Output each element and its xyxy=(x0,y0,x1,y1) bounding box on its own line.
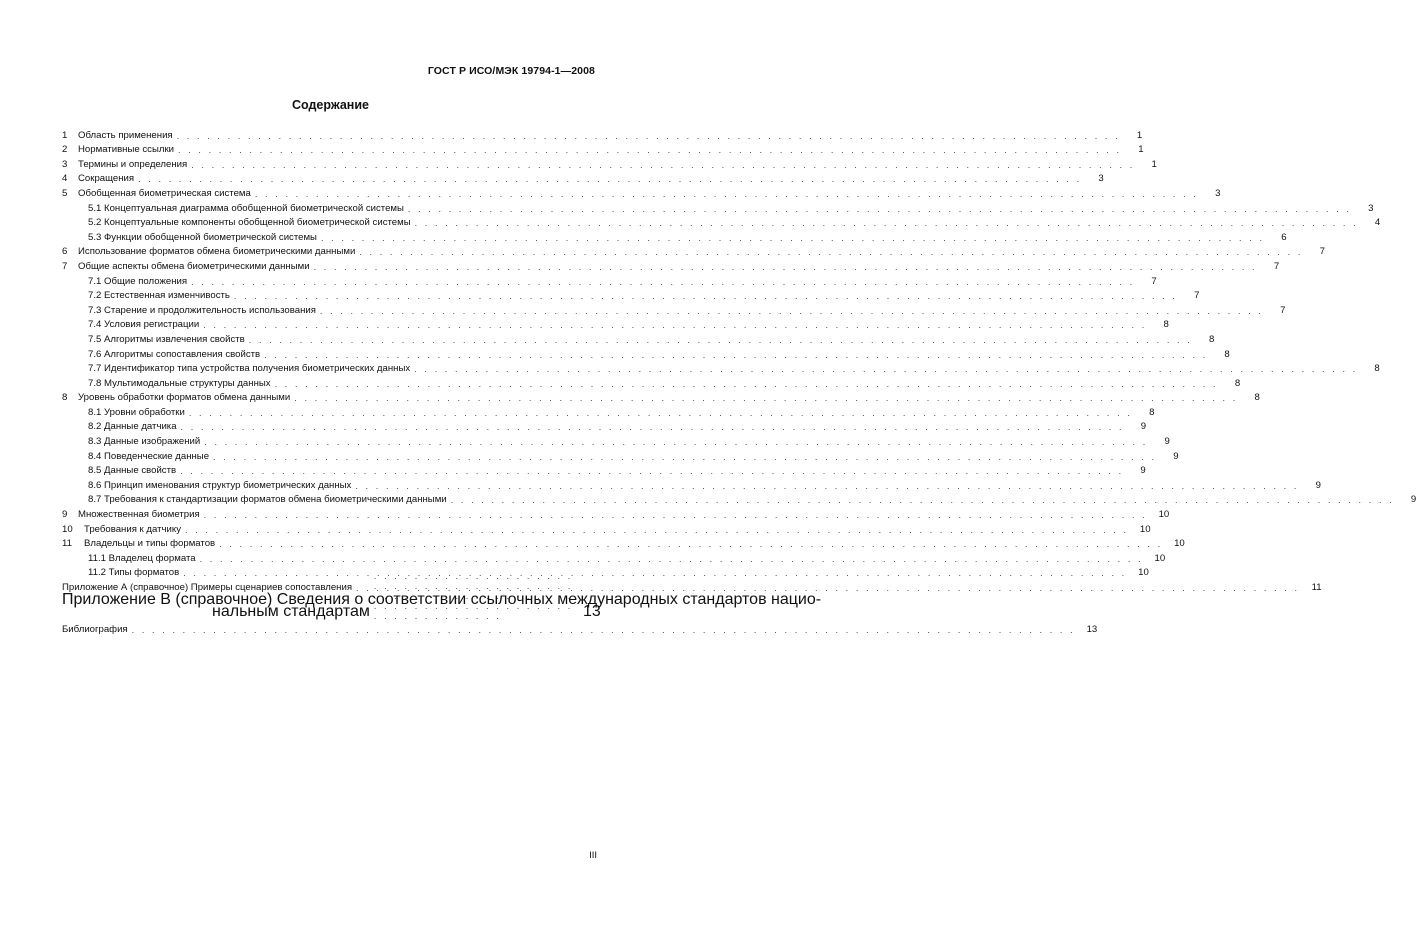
toc-entry[interactable] xyxy=(62,361,1380,376)
leader-dots xyxy=(132,624,1076,636)
toc-entry-text: 7.6 Алгоритмы сопоставления свойств xyxy=(88,348,261,360)
toc-entry-text: Обобщенная биометрическая система xyxy=(78,187,251,199)
toc-entry[interactable] xyxy=(62,536,1185,551)
toc-entry[interactable] xyxy=(62,258,1280,273)
toc-entry-text: Использование форматов обмена биометрическими данными xyxy=(78,246,356,258)
toc-page-number: 6 xyxy=(1281,231,1287,243)
toc-entry[interactable] xyxy=(62,404,1155,419)
toc-entry[interactable] xyxy=(62,506,1170,521)
toc-entry-text: Общие аспекты обмена биометрическими данными xyxy=(78,260,310,272)
toc-page-number: 9 xyxy=(1164,436,1170,448)
toc-entry-text: 7.3 Старение и продолжительность использования xyxy=(88,304,316,316)
toc-entry[interactable] xyxy=(62,477,1321,492)
toc-entry-text: 7.8 Мультимодальные структуры данных xyxy=(88,377,271,389)
leader-dots xyxy=(234,290,1178,302)
toc-entry-text: Приложение А (справочное) Примеры сценариев сопоставления xyxy=(62,582,353,593)
toc-page-number: 10 xyxy=(1139,523,1151,535)
toc-page-number: 8 xyxy=(1163,319,1169,331)
toc-entry-text: Термины и определения xyxy=(78,158,188,170)
toc-entry-text: 8.1 Уровни обработки xyxy=(88,406,185,418)
leader-dots xyxy=(275,378,1219,390)
leader-dots xyxy=(264,349,1208,361)
leader-dots xyxy=(321,232,1265,244)
toc-rows xyxy=(62,127,1416,594)
leader-dots xyxy=(249,334,1193,346)
table-of-contents xyxy=(62,127,1416,636)
toc-page-number: 9 xyxy=(1140,465,1146,477)
leader-dots xyxy=(314,261,1258,273)
toc-page-number: 8 xyxy=(1224,348,1230,360)
toc-page-number: 7 xyxy=(1280,304,1286,316)
toc-entry[interactable] xyxy=(62,521,1151,536)
leader-dots xyxy=(213,451,1157,463)
toc-entry-text: 8.5 Данные свойств xyxy=(88,465,177,477)
leader-dots xyxy=(185,524,1129,536)
toc-page-number: 9 xyxy=(1315,479,1321,491)
leader-dots xyxy=(359,246,1303,258)
toc-page-number: 4 xyxy=(1374,217,1381,229)
toc-page-number: 7 xyxy=(1273,260,1280,272)
toc-entry-text: 11.1 Владелец формата xyxy=(88,552,196,564)
toc-section-number: 2 xyxy=(62,144,68,156)
toc-page-number: 13 xyxy=(583,603,601,621)
toc-section-number: 5 xyxy=(62,187,68,199)
toc-section-number: 11 xyxy=(62,538,72,550)
toc-entry-text: Множественная биометрия xyxy=(78,509,200,521)
toc-entry-text: 7.7 Идентификатор типа устройства получения биометрических данных xyxy=(88,363,411,375)
toc-page-number: 11 xyxy=(1311,582,1322,593)
toc-page-number: 8 xyxy=(1149,406,1155,418)
toc-page-number: 8 xyxy=(1209,333,1215,345)
toc-page-number: 13 xyxy=(1086,623,1098,635)
leader-dots xyxy=(255,188,1199,200)
toc-entry[interactable] xyxy=(62,185,1221,200)
toc-entry-text: 8.4 Поведенческие данные xyxy=(88,450,210,462)
toc-entry[interactable] xyxy=(62,156,1157,171)
leader-dots xyxy=(178,144,1122,156)
toc-page-number: 3 xyxy=(1368,202,1374,214)
toc-entry[interactable] xyxy=(62,200,1374,215)
toc-entry[interactable] xyxy=(62,273,1157,288)
leader-dots xyxy=(183,567,1127,579)
toc-entry-text: 8.7 Требования к стандартизации форматов обмена биометрическими данными xyxy=(88,494,447,506)
leader-dots xyxy=(200,553,1144,565)
toc-entry[interactable] xyxy=(62,463,1146,478)
leader-dots xyxy=(191,159,1135,171)
leader-dots xyxy=(320,305,1264,317)
toc-entry[interactable] xyxy=(62,171,1104,186)
toc-entry-text: 8.3 Данные изображений xyxy=(88,436,201,448)
toc-section-number: 4 xyxy=(62,173,68,185)
page-title: Содержание xyxy=(291,98,369,112)
leader-dots xyxy=(415,217,1359,229)
leader-dots xyxy=(451,494,1395,506)
toc-section-number: 7 xyxy=(62,260,68,272)
toc-entry-appendix-b[interactable] xyxy=(62,590,822,621)
toc-entry-text: 8.6 Принцип именования структур биометрических данных xyxy=(88,479,352,491)
leader-dots xyxy=(180,465,1124,477)
toc-page-number: 10 xyxy=(1158,509,1170,521)
toc-page-number: 8 xyxy=(1254,392,1260,404)
toc-entry[interactable] xyxy=(62,142,1144,157)
toc-entry-text: Уровень обработки форматов обмена данными xyxy=(78,392,291,404)
toc-page-number: 8 xyxy=(1234,377,1241,389)
toc-entry-text: Нормативные ссылки xyxy=(78,144,175,156)
toc-entry-text: Владельцы и типы форматов xyxy=(84,538,216,550)
leader-dots xyxy=(177,130,1121,142)
toc-entry[interactable] xyxy=(62,288,1200,303)
leader-dots xyxy=(374,571,577,621)
toc-page-number: 9 xyxy=(1140,421,1147,433)
toc-section-number: 1 xyxy=(62,129,68,141)
leader-dots xyxy=(355,480,1299,492)
toc-entry[interactable] xyxy=(62,331,1215,346)
toc-section-number: 9 xyxy=(62,509,68,521)
leader-dots xyxy=(219,538,1163,550)
leader-dots xyxy=(294,392,1238,404)
toc-entry-text: Область применения xyxy=(78,129,173,141)
leader-dots xyxy=(181,421,1125,433)
toc-page-number: 9 xyxy=(1410,494,1416,506)
toc-entry[interactable] xyxy=(62,390,1260,405)
toc-entry-text: 8.2 Данные датчика xyxy=(88,421,177,433)
toc-entry-text: 11.2 Типы форматов xyxy=(88,567,180,579)
toc-entry[interactable] xyxy=(62,448,1179,463)
toc-page-number: 10 xyxy=(1154,552,1166,564)
leader-dots xyxy=(414,363,1358,375)
toc-entry[interactable] xyxy=(62,346,1230,361)
toc-entry-text: 7.1 Общие положения xyxy=(88,275,188,287)
toc-page-number: 1 xyxy=(1136,129,1143,141)
toc-entry[interactable] xyxy=(62,433,1170,448)
toc-page-number: 7 xyxy=(1319,246,1325,258)
toc-entry[interactable] xyxy=(62,229,1287,244)
toc-page-number: 3 xyxy=(1098,173,1104,185)
toc-entry[interactable] xyxy=(62,215,1381,230)
toc-entry[interactable] xyxy=(62,419,1147,434)
toc-section-number: 3 xyxy=(62,158,68,170)
leader-dots xyxy=(408,203,1352,215)
toc-entry-text: 7.4 Условия регистрации xyxy=(88,319,200,331)
toc-entry-text: 5.1 Концептуальная диаграмма обобщенной биометрической системы xyxy=(88,202,404,214)
toc-entry-bibliography[interactable] xyxy=(62,621,1098,636)
toc-entry-text: 7.5 Алгоритмы извлечения свойств xyxy=(88,333,245,345)
document-code: ГОСТ Р ИСО/МЭК 19794-1—2008 xyxy=(427,65,595,77)
leader-dots xyxy=(203,319,1147,331)
toc-page-number: 7 xyxy=(1151,275,1157,287)
toc-entry[interactable] xyxy=(62,127,1143,142)
toc-entry-text: Сокращения xyxy=(78,173,135,185)
leader-dots xyxy=(204,509,1148,521)
toc-section-number: 8 xyxy=(62,392,68,404)
toc-section-number: 6 xyxy=(62,246,68,258)
appendix-b-text-1: Приложение В (справочное) Сведения о соответствии ссылочных международных стандартов нацио- xyxy=(62,590,822,608)
toc-entry[interactable] xyxy=(62,302,1286,317)
toc-page-number: 1 xyxy=(1151,158,1157,170)
leader-dots xyxy=(189,407,1133,419)
toc-entry-text: Требования к датчику xyxy=(84,523,181,535)
leader-dots xyxy=(191,276,1135,288)
toc-entry-text: 7.2 Естественная изменчивость xyxy=(88,290,230,302)
toc-page-number: 10 xyxy=(1174,538,1185,550)
toc-page-number: 8 xyxy=(1374,363,1380,375)
appendix-b-line-2 xyxy=(62,603,601,622)
bibliography-text: Библиография xyxy=(62,623,128,635)
toc-entry[interactable] xyxy=(62,375,1241,390)
toc-page-number: 10 xyxy=(1138,567,1149,579)
toc-entry[interactable] xyxy=(62,492,1416,507)
toc-page-number: 9 xyxy=(1173,450,1179,462)
leader-dots xyxy=(138,173,1082,185)
toc-page-number: 3 xyxy=(1215,187,1221,199)
toc-entry-text: 5.2 Концептуальные компоненты обобщенной биометрической системы xyxy=(88,217,411,229)
toc-section-number: 10 xyxy=(62,523,73,535)
toc-entry[interactable] xyxy=(62,244,1325,259)
page-number: III xyxy=(589,850,597,861)
toc-page-number: 7 xyxy=(1194,290,1200,302)
toc-entry[interactable] xyxy=(62,550,1166,565)
toc-page-number: 1 xyxy=(1138,144,1144,156)
appendix-b-text-2: нальным стандартам xyxy=(212,603,370,621)
toc-entry[interactable] xyxy=(62,317,1169,332)
toc-entry-text: 5.3 Функции обобщенной биометрической системы xyxy=(88,231,317,243)
leader-dots xyxy=(204,436,1148,448)
